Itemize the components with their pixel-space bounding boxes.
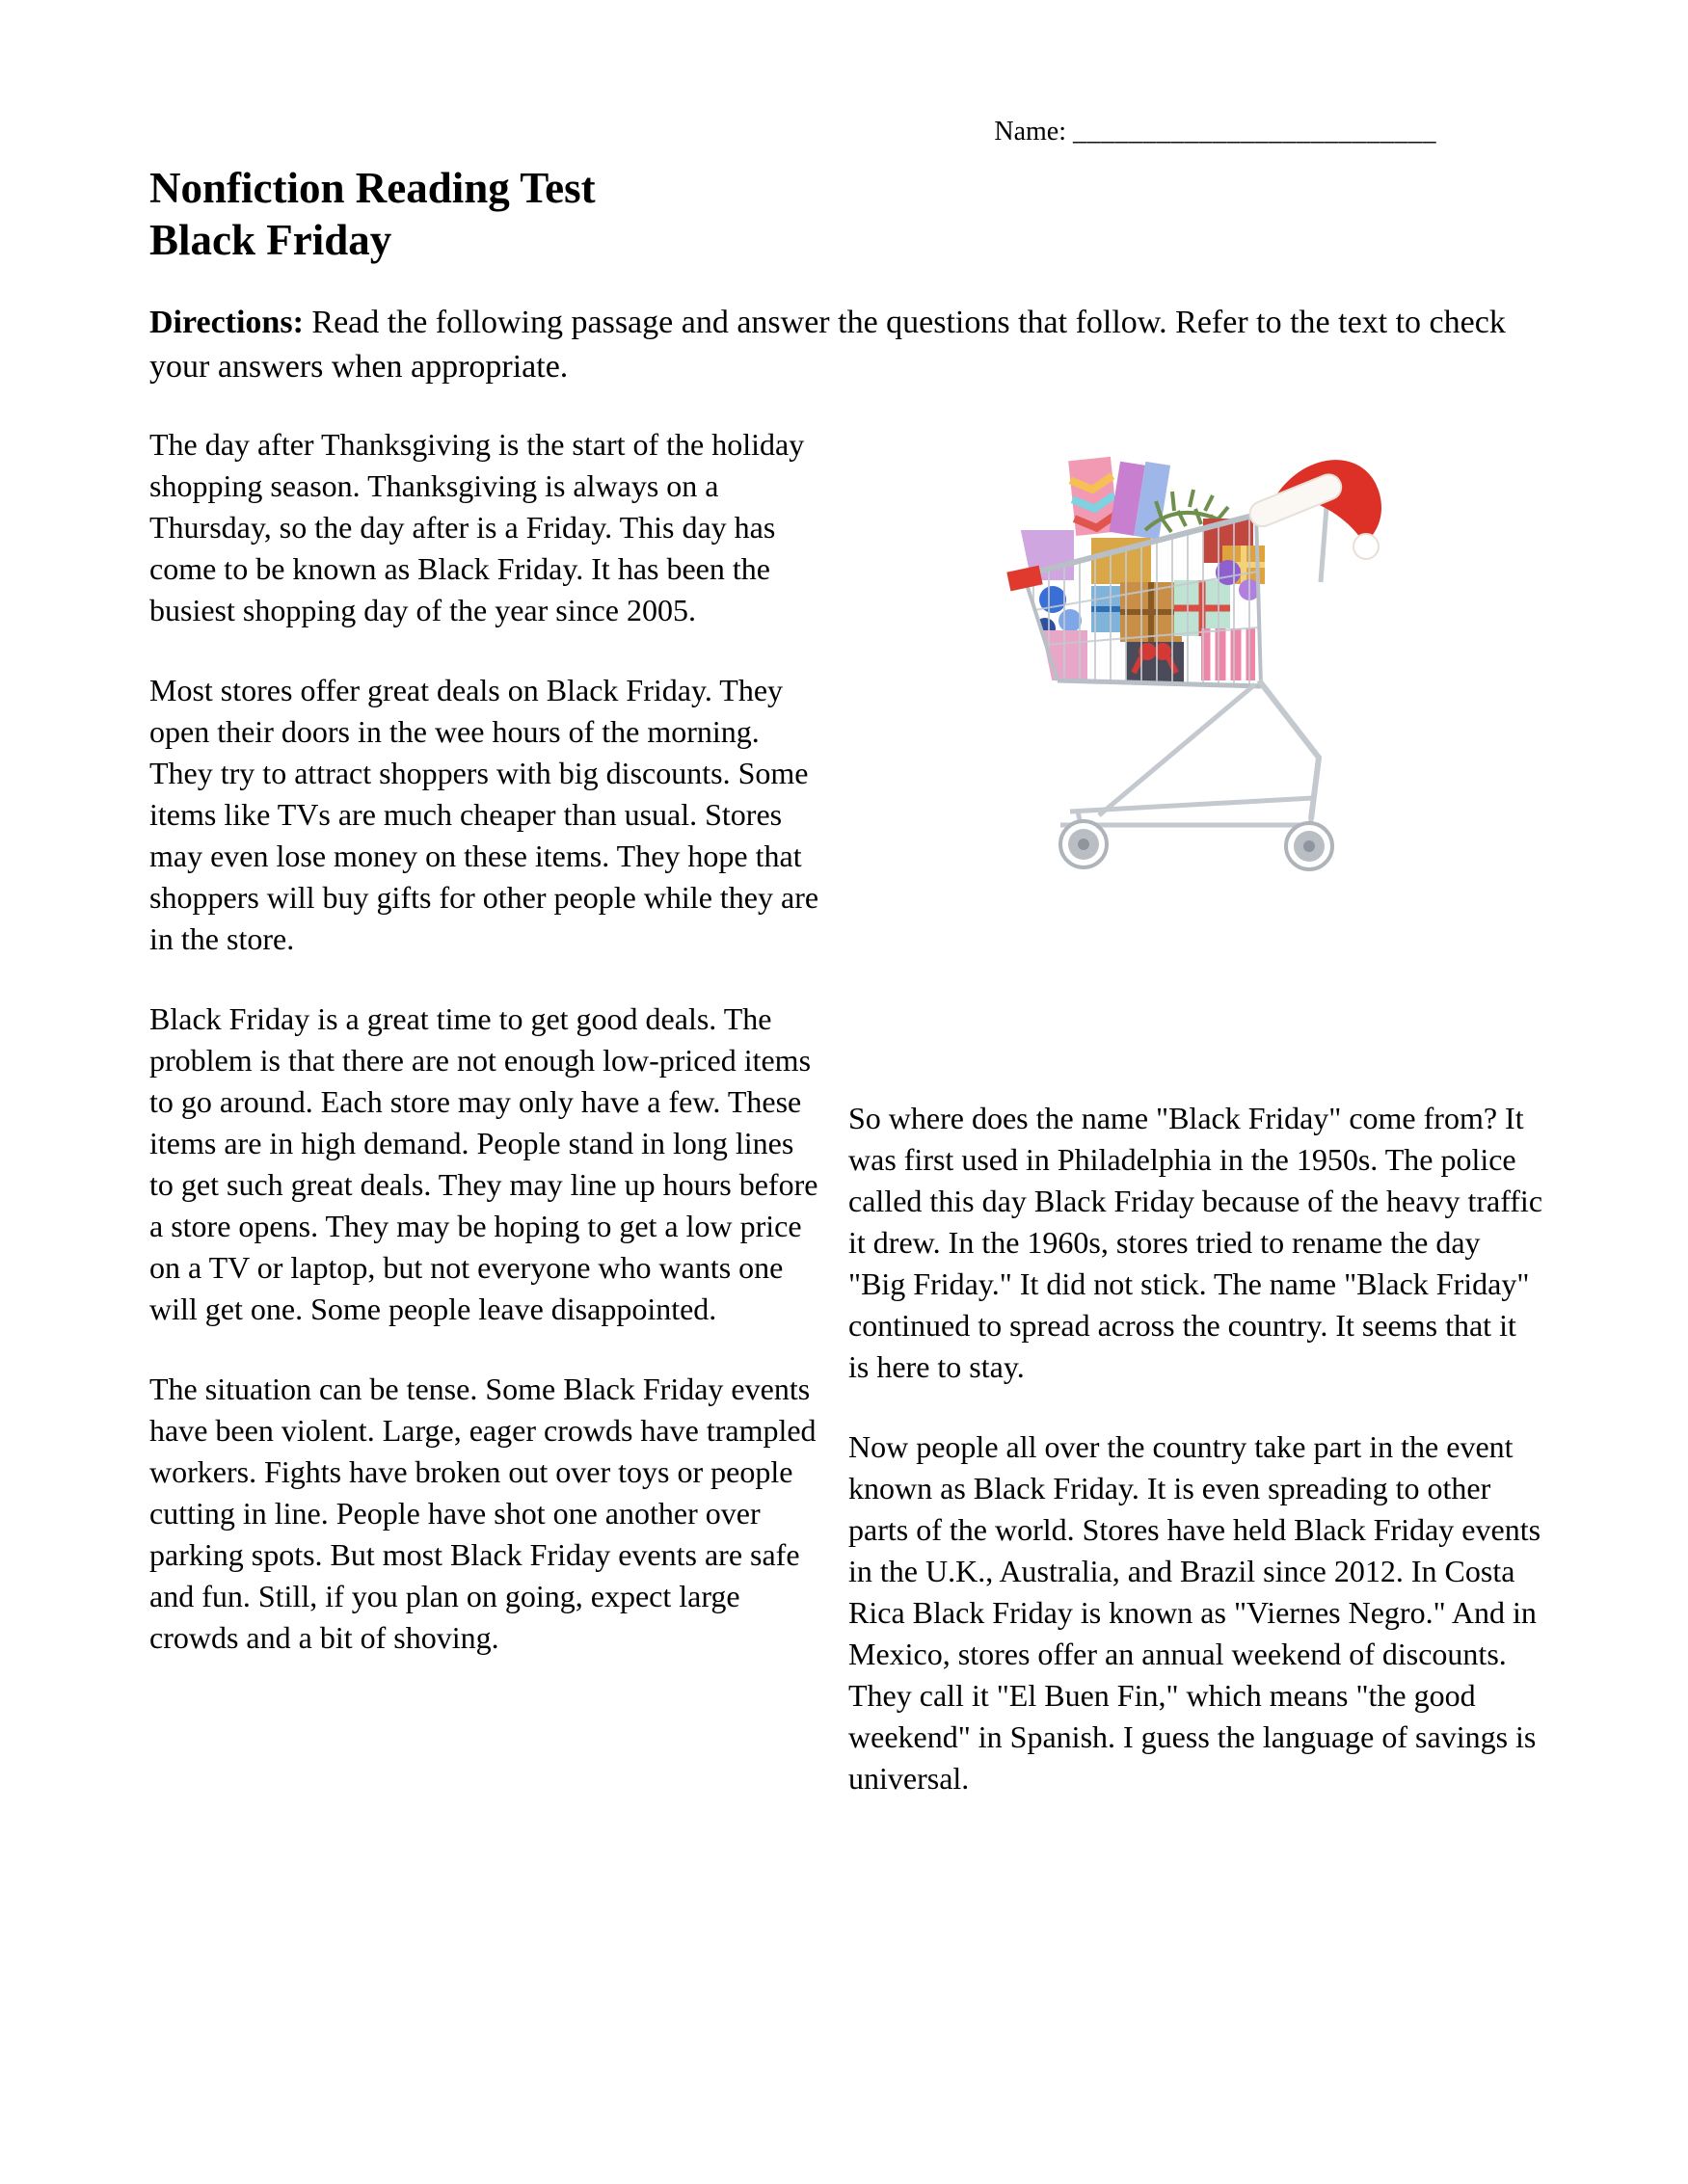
illustration-area [848, 438, 1542, 1054]
passage-paragraph-2: Most stores offer great deals on Black Friday. They open their doors in the wee hours of the morning. They try to attract shoppers with big discounts. Some items like TVs are much cheaper than usual. Stores may even lose money on these items. They hope that shoppers will buy gifts for other people while they are in the store. [149, 673, 819, 956]
page-title [149, 162, 1542, 266]
title-line-2: Black Friday [149, 216, 392, 264]
directions-text: Read the following passage and answer the questions that follow. Refer to the text to check your answers when appropriate. [149, 305, 1506, 385]
name-label: Name: [994, 117, 1066, 146]
passage-paragraph-1: The day after Thanksgiving is the start of the holiday shopping season. Thanksgiving is always on a Thursday, so the day after is a Friday. This day has come to be known as Black Friday. It has been the busiest shopping day of the year since 2005. [149, 427, 805, 627]
passage-columns [149, 424, 1542, 1799]
passage-paragraph-6: Now people all over the country take part in the event known as Black Friday. It is even spreading to other parts of the world. Stores have held Black Friday events in the U.K., Australia, and Brazil since 2012. In Costa Rica Black Friday is known as "Viernes Negro." And in Mexico, stores offer an annual weekend of discounts. They call it "El Buen Fin," which means "the good weekend" in Spanish. I guess the language of savings is universal. [848, 1429, 1541, 1796]
directions-label: Directions: [149, 305, 304, 340]
passage-paragraph-3: Black Friday is a great time to get good deals. The problem is that there are not enough low-priced items to go around. Each store may only have a few. These items are in high demand. People stand in long lines to get such great deals. They may line up hours before a store opens. They may be hoping to get a low price on a TV or laptop, but not everyone who wants one will get one. Some people leave disappointed. [149, 1001, 818, 1326]
christmas-shopping-cart-image [983, 438, 1398, 871]
cart-wheels [1060, 821, 1332, 869]
right-column [848, 424, 1542, 1799]
left-column [149, 424, 819, 1659]
passage-paragraph-5: So where does the name "Black Friday" come from? It was first used in Philadelphia in the 1950s. The police called this day Black Friday because of the heavy traffic it drew. In the 1960s, stores tried to rename the day "Big Friday." It did not stick. The name "Black Friday" continued to spread across the country. It seems that it is here to stay. [848, 1101, 1543, 1384]
name-line [149, 116, 1542, 148]
title-line-1: Nonfiction Reading Test [149, 164, 596, 212]
santa-hat [1246, 460, 1381, 559]
directions-paragraph [149, 301, 1542, 389]
name-blank-line: __________________________ [1073, 117, 1436, 146]
passage-paragraph-4: The situation can be tense. Some Black Friday events have been violent. Large, eager crowds have trampled workers. Fights have broken out over toys or people cutting in line. People have shot one another over parking spots. But most Black Friday events are safe and fun. Still, if you plan on going, expect large crowds and a bit of shoving. [149, 1372, 817, 1655]
